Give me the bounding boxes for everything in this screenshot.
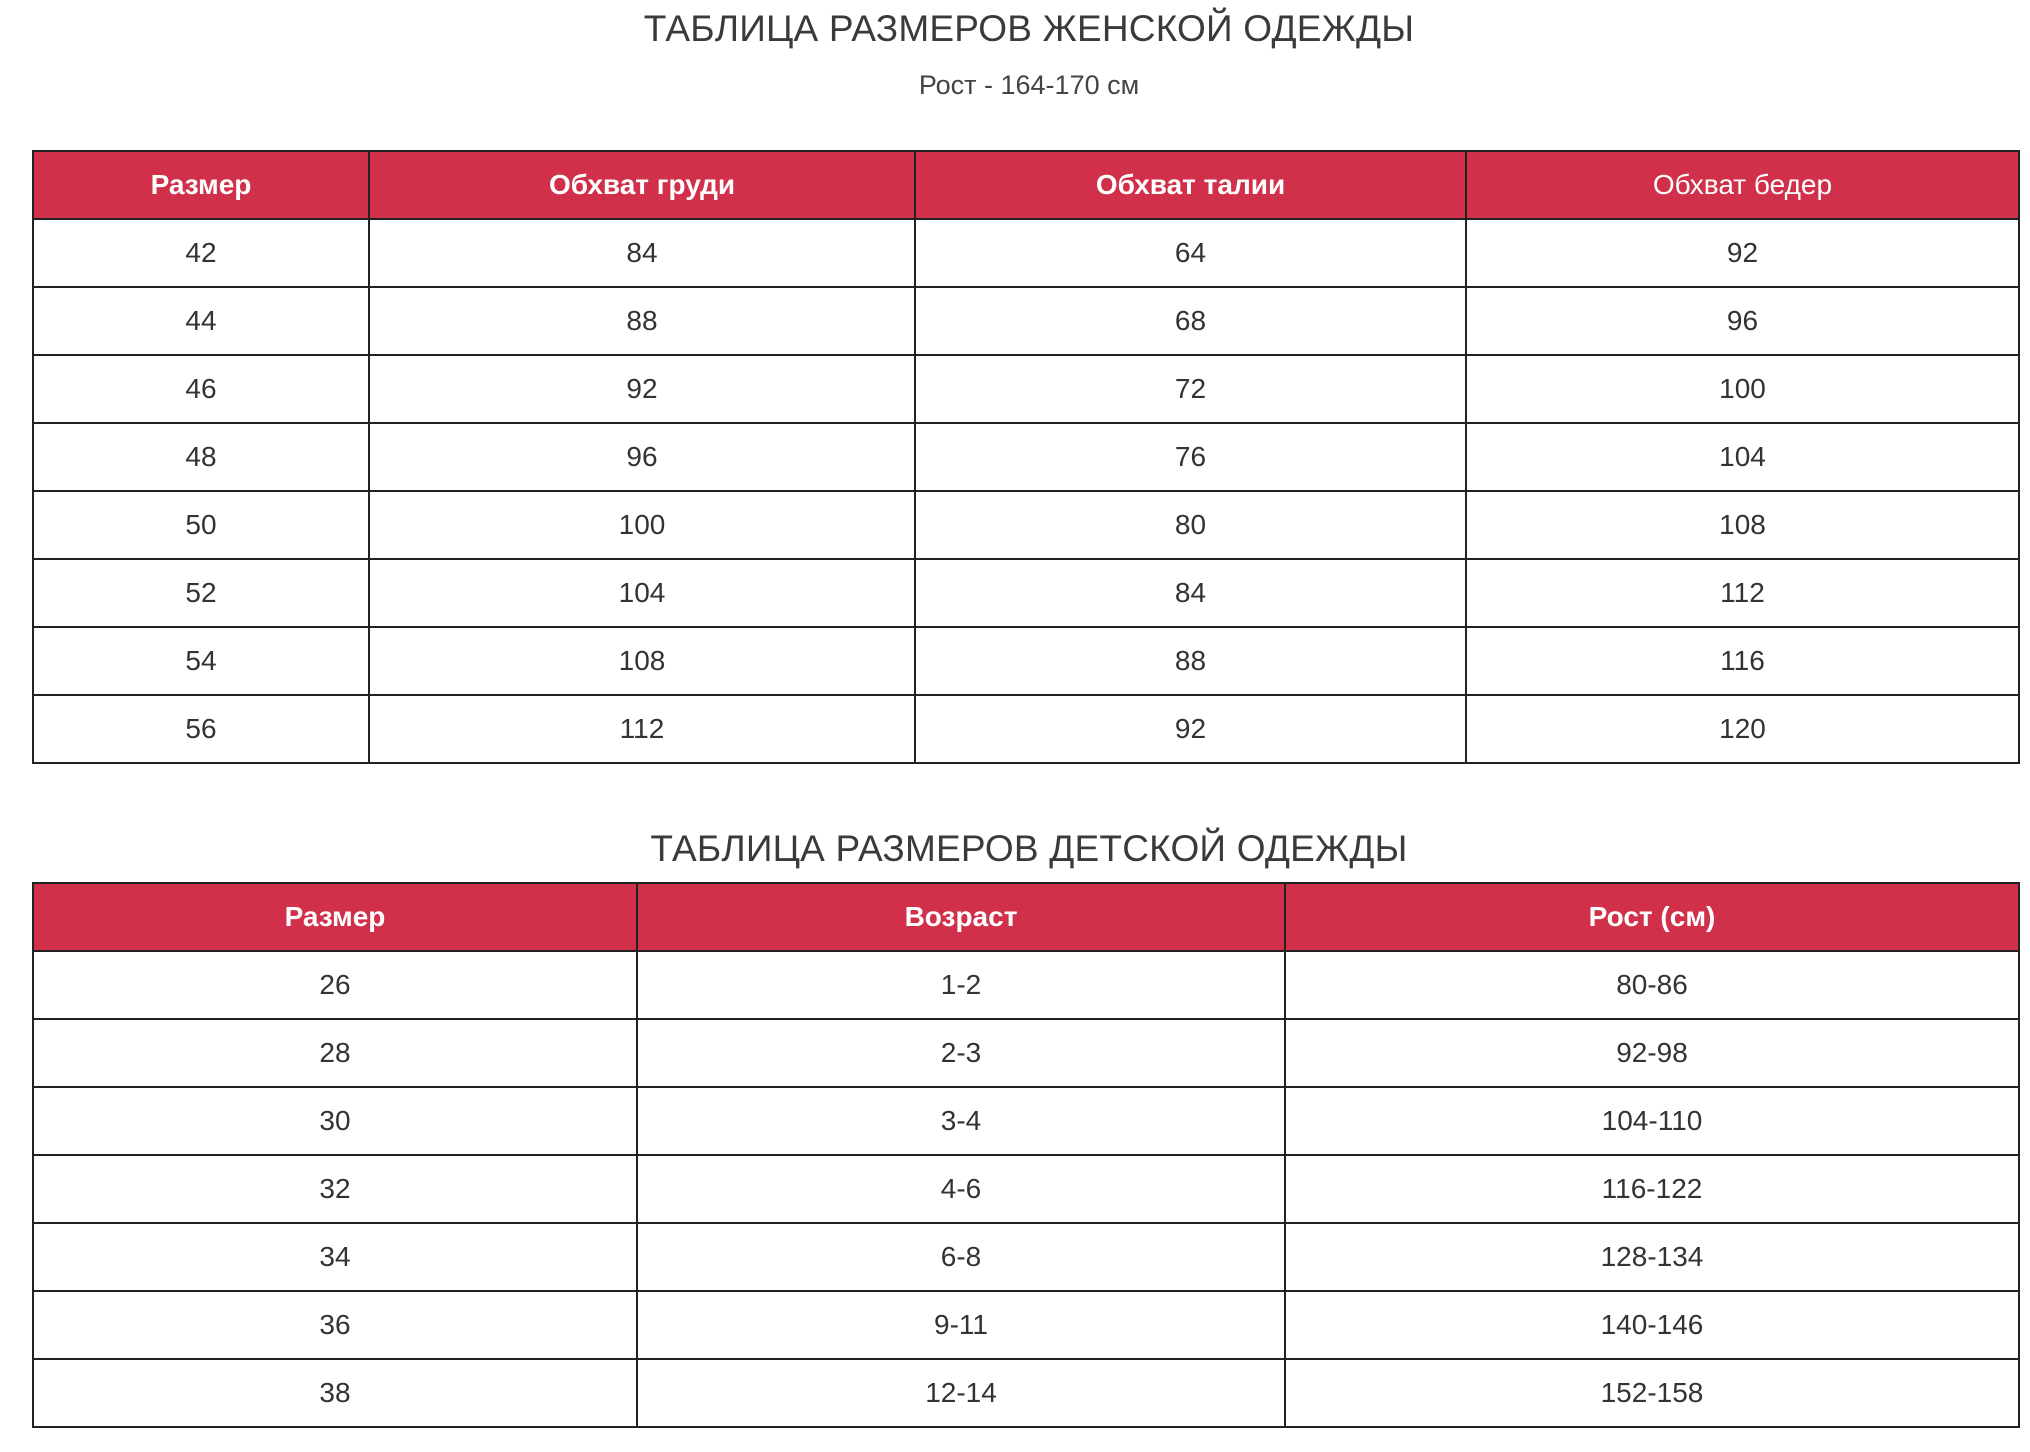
chest-cell: 100 [369, 491, 915, 559]
table-row [33, 627, 2019, 695]
women-header-hips: Обхват бедер [1466, 151, 2019, 219]
children-table-header-row [33, 883, 2019, 951]
children-header-height: Рост (см) [1285, 883, 2019, 951]
table-row [33, 423, 2019, 491]
children-header-size: Размер [33, 883, 637, 951]
chest-cell: 88 [369, 287, 915, 355]
size-cell: 44 [33, 287, 369, 355]
size-cell: 46 [33, 355, 369, 423]
women-height-subtitle: Рост - 164-170 см [918, 70, 1140, 100]
age-cell: 6-8 [637, 1223, 1285, 1291]
hips-cell: 92 [1466, 219, 2019, 287]
table-row [33, 355, 2019, 423]
waist-cell: 92 [915, 695, 1466, 763]
table-row [33, 1223, 2019, 1291]
size-cell: 36 [33, 1291, 637, 1359]
table-row [33, 695, 2019, 763]
size-cell: 26 [33, 951, 637, 1019]
chest-cell: 92 [369, 355, 915, 423]
table-row [33, 951, 2019, 1019]
women-table-header-row [33, 151, 2019, 219]
hips-cell: 100 [1466, 355, 2019, 423]
age-cell: 1-2 [637, 951, 1285, 1019]
table-row [33, 1019, 2019, 1087]
size-cell: 38 [33, 1359, 637, 1427]
height-cell: 152-158 [1285, 1359, 2019, 1427]
chest-cell: 84 [369, 219, 915, 287]
waist-cell: 80 [915, 491, 1466, 559]
table-row [33, 1155, 2019, 1223]
women-size-table-title: ТАБЛИЦА РАЗМЕРОВ ЖЕНСКОЙ ОДЕЖДЫ [643, 8, 1415, 49]
size-cell: 50 [33, 491, 369, 559]
size-cell: 54 [33, 627, 369, 695]
waist-cell: 76 [915, 423, 1466, 491]
table-row [33, 559, 2019, 627]
size-cell: 34 [33, 1223, 637, 1291]
age-cell: 12-14 [637, 1359, 1285, 1427]
height-cell: 140-146 [1285, 1291, 2019, 1359]
hips-cell: 96 [1466, 287, 2019, 355]
size-cell: 42 [33, 219, 369, 287]
waist-cell: 84 [915, 559, 1466, 627]
table-row [33, 1087, 2019, 1155]
age-cell: 3-4 [637, 1087, 1285, 1155]
women-size-table [32, 150, 2020, 764]
table-row [33, 491, 2019, 559]
age-cell: 9-11 [637, 1291, 1285, 1359]
children-header-age: Возраст [637, 883, 1285, 951]
table-row [33, 219, 2019, 287]
height-cell: 104-110 [1285, 1087, 2019, 1155]
women-header-size: Размер [33, 151, 369, 219]
height-cell: 80-86 [1285, 951, 2019, 1019]
age-cell: 2-3 [637, 1019, 1285, 1087]
size-cell: 28 [33, 1019, 637, 1087]
hips-cell: 112 [1466, 559, 2019, 627]
size-cell: 56 [33, 695, 369, 763]
children-size-table-title: ТАБЛИЦА РАЗМЕРОВ ДЕТСКОЙ ОДЕЖДЫ [650, 828, 1408, 869]
size-cell: 30 [33, 1087, 637, 1155]
table-row [33, 287, 2019, 355]
waist-cell: 88 [915, 627, 1466, 695]
height-cell: 128-134 [1285, 1223, 2019, 1291]
chest-cell: 112 [369, 695, 915, 763]
size-cell: 48 [33, 423, 369, 491]
height-cell: 92-98 [1285, 1019, 2019, 1087]
age-cell: 4-6 [637, 1155, 1285, 1223]
women-header-chest: Обхват груди [369, 151, 915, 219]
size-cell: 52 [33, 559, 369, 627]
chest-cell: 108 [369, 627, 915, 695]
height-cell: 116-122 [1285, 1155, 2019, 1223]
children-size-table [32, 882, 2020, 1428]
waist-cell: 64 [915, 219, 1466, 287]
waist-cell: 68 [915, 287, 1466, 355]
table-row [33, 1359, 2019, 1427]
chest-cell: 104 [369, 559, 915, 627]
hips-cell: 120 [1466, 695, 2019, 763]
hips-cell: 104 [1466, 423, 2019, 491]
chest-cell: 96 [369, 423, 915, 491]
hips-cell: 108 [1466, 491, 2019, 559]
hips-cell: 116 [1466, 627, 2019, 695]
women-header-waist: Обхват талии [915, 151, 1466, 219]
table-row [33, 1291, 2019, 1359]
waist-cell: 72 [915, 355, 1466, 423]
size-cell: 32 [33, 1155, 637, 1223]
